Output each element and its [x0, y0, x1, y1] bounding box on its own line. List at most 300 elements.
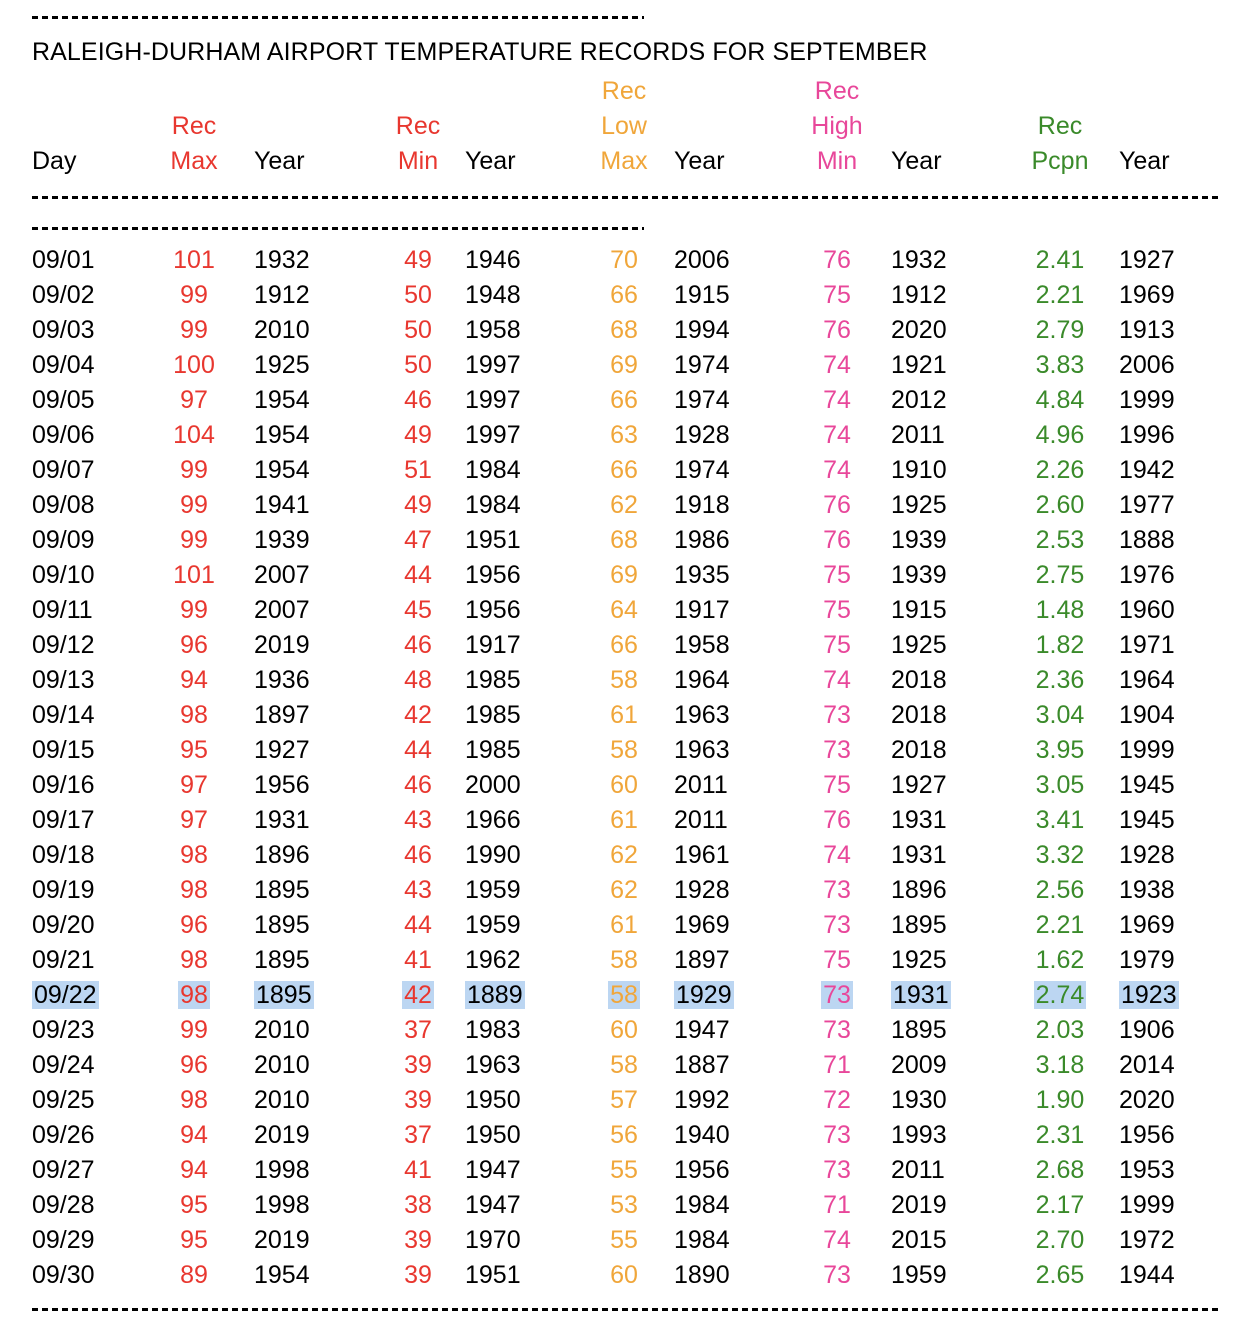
cell-value: 2010 [254, 316, 310, 344]
cell-rec-min [384, 1118, 452, 1153]
header-rec-max-year [254, 74, 324, 179]
cell-rec-max [160, 733, 228, 768]
table-row [0, 418, 1246, 453]
table-row [0, 523, 1246, 558]
cell-rec-min [384, 803, 452, 838]
cell-value: 99 [180, 281, 208, 309]
cell-rec-low-max-year [674, 278, 744, 313]
cell-value: 63 [610, 421, 638, 449]
cell-value: 70 [610, 246, 638, 274]
cell-rec-high-min [800, 278, 874, 313]
cell-value: 1925 [891, 946, 947, 974]
cell-rec-pcpn [1020, 1013, 1100, 1048]
cell-value: 1959 [465, 911, 521, 939]
cell-value: 98 [180, 1086, 208, 1114]
cell-value: 2006 [674, 246, 730, 274]
cell-rec-pcpn-year [1119, 873, 1189, 908]
cell-day [32, 1258, 122, 1293]
cell-rec-high-min-year [891, 873, 961, 908]
cell-rec-high-min-year [891, 1153, 961, 1188]
cell-rec-min-year [465, 1153, 535, 1188]
cell-rec-low-max [590, 593, 658, 628]
cell-value: 68 [610, 526, 638, 554]
cell-value: 1913 [1119, 316, 1175, 344]
cell-value: 2019 [254, 1121, 310, 1149]
cell-value: 3.83 [1035, 351, 1085, 379]
cell-rec-min-year [465, 663, 535, 698]
header-label: Rec [1037, 112, 1083, 140]
cell-rec-high-min-year [891, 243, 961, 278]
cell-rec-min [384, 558, 452, 593]
cell-value: 1997 [465, 351, 521, 379]
cell-value: 09/29 [32, 1226, 95, 1254]
cell-rec-min [384, 1188, 452, 1223]
cell-rec-low-max-year [674, 593, 744, 628]
cell-value: 09/11 [32, 596, 93, 624]
cell-value: 66 [610, 456, 638, 484]
cell-rec-min [384, 628, 452, 663]
cell-rec-high-min-year [891, 943, 961, 978]
cell-value: 1896 [254, 841, 310, 869]
cell-value: 1994 [674, 316, 730, 344]
cell-rec-high-min [800, 943, 874, 978]
cell-rec-pcpn [1020, 558, 1100, 593]
cell-rec-high-min-year [891, 523, 961, 558]
cell-value: 96 [180, 631, 208, 659]
cell-day [32, 523, 122, 558]
cell-value: 1.82 [1035, 631, 1085, 659]
cell-rec-max [160, 418, 228, 453]
header-label: Day [32, 147, 77, 175]
cell-value: 51 [404, 456, 432, 484]
cell-value: 1960 [1119, 596, 1175, 624]
cell-value: 75 [823, 281, 851, 309]
header-rec-min-year [465, 74, 535, 179]
cell-value: 76 [823, 491, 851, 519]
cell-value: 09/18 [32, 841, 95, 869]
cell-value: 61 [610, 911, 638, 939]
cell-rec-high-min-year [891, 978, 961, 1013]
cell-rec-low-max [590, 768, 658, 803]
cell-rec-low-max-year [674, 838, 744, 873]
cell-rec-low-max-year [674, 733, 744, 768]
cell-value: 1948 [465, 281, 521, 309]
cell-day [32, 1118, 122, 1153]
cell-day [32, 663, 122, 698]
cell-value: 2.31 [1035, 1121, 1085, 1149]
header-label: Min [816, 147, 858, 175]
cell-value: 95 [180, 1226, 208, 1254]
table-row [0, 383, 1246, 418]
table-row [0, 978, 1246, 1013]
cell-rec-min [384, 978, 452, 1013]
cell-rec-max-year [254, 278, 324, 313]
cell-rec-min [384, 838, 452, 873]
cell-rec-min-year [465, 243, 535, 278]
cell-rec-max-year [254, 733, 324, 768]
cell-value: 74 [823, 456, 851, 484]
cell-value: 69 [610, 561, 638, 589]
cell-value: 46 [404, 631, 432, 659]
cell-rec-pcpn [1020, 908, 1100, 943]
cell-rec-pcpn-year [1119, 278, 1189, 313]
cell-value: 1.90 [1035, 1086, 1085, 1114]
cell-rec-pcpn [1020, 523, 1100, 558]
cell-rec-min [384, 278, 452, 313]
cell-rec-max-year [254, 488, 324, 523]
cell-value: 39 [404, 1086, 432, 1114]
cell-value: 09/09 [32, 526, 95, 554]
cell-rec-pcpn-year [1119, 523, 1189, 558]
cell-rec-high-min [800, 1188, 874, 1223]
cell-value: 1971 [1119, 631, 1175, 659]
header-label: Year [674, 147, 725, 175]
cell-rec-low-max-year [674, 558, 744, 593]
cell-rec-pcpn-year [1119, 488, 1189, 523]
cell-value: 1950 [465, 1121, 521, 1149]
cell-rec-pcpn [1020, 978, 1100, 1013]
cell-rec-low-max [590, 873, 658, 908]
cell-day [32, 383, 122, 418]
cell-value: 1951 [465, 1261, 521, 1289]
dashed-rule-header [32, 196, 1222, 199]
cell-value: 75 [823, 596, 851, 624]
cell-value: 09/02 [32, 281, 95, 309]
cell-value: 09/17 [32, 806, 95, 834]
cell-rec-low-max [590, 733, 658, 768]
cell-rec-pcpn-year [1119, 383, 1189, 418]
cell-rec-pcpn-year [1119, 1048, 1189, 1083]
cell-rec-min-year [465, 558, 535, 593]
cell-value: 2.70 [1035, 1226, 1085, 1254]
cell-value: 2.17 [1035, 1191, 1085, 1219]
cell-value: 2011 [674, 771, 728, 799]
cell-rec-high-min [800, 383, 874, 418]
cell-value: 2014 [1119, 1051, 1175, 1079]
cell-value: 1887 [674, 1051, 730, 1079]
cell-value: 2011 [891, 1156, 945, 1184]
cell-value: 74 [823, 351, 851, 379]
cell-value: 46 [404, 771, 432, 799]
cell-rec-pcpn [1020, 1258, 1100, 1293]
cell-rec-max [160, 1223, 228, 1258]
cell-day [32, 453, 122, 488]
cell-value: 74 [823, 386, 851, 414]
cell-rec-high-min-year [891, 628, 961, 663]
cell-rec-low-max-year [674, 243, 744, 278]
cell-rec-min-year [465, 1188, 535, 1223]
table-row [0, 943, 1246, 978]
cell-value: 1931 [893, 981, 949, 1009]
cell-value: 1996 [1119, 421, 1175, 449]
cell-rec-pcpn-year [1119, 1083, 1189, 1118]
cell-value: 37 [404, 1016, 432, 1044]
table-row [0, 1153, 1246, 1188]
cell-value: 57 [610, 1086, 638, 1114]
cell-rec-max [160, 1013, 228, 1048]
cell-value: 1928 [674, 876, 730, 904]
cell-rec-pcpn-year [1119, 243, 1189, 278]
cell-rec-max [160, 1118, 228, 1153]
cell-value: 1964 [674, 666, 730, 694]
cell-rec-max-year [254, 453, 324, 488]
cell-rec-max [160, 1188, 228, 1223]
cell-value: 1958 [465, 316, 521, 344]
cell-rec-max-year [254, 873, 324, 908]
cell-value: 1986 [674, 526, 730, 554]
cell-rec-max-year [254, 803, 324, 838]
cell-value: 74 [823, 421, 851, 449]
cell-rec-min-year [465, 1258, 535, 1293]
cell-value: 1956 [254, 771, 310, 799]
cell-rec-max [160, 348, 228, 383]
cell-rec-max-year [254, 558, 324, 593]
cell-value: 41 [404, 946, 432, 974]
cell-value: 1972 [1119, 1226, 1175, 1254]
cell-value: 73 [823, 1261, 851, 1289]
cell-value: 1947 [465, 1156, 521, 1184]
cell-value: 41 [404, 1156, 432, 1184]
cell-rec-low-max-year [674, 1153, 744, 1188]
cell-rec-min [384, 453, 452, 488]
cell-rec-max [160, 278, 228, 313]
cell-value: 94 [180, 666, 208, 694]
cell-value: 1984 [465, 456, 521, 484]
cell-day [32, 1188, 122, 1223]
cell-value: 09/30 [32, 1261, 95, 1289]
cell-rec-low-max [590, 943, 658, 978]
cell-value: 62 [610, 841, 638, 869]
cell-value: 58 [610, 1051, 638, 1079]
cell-rec-pcpn [1020, 838, 1100, 873]
cell-value: 62 [610, 491, 638, 519]
cell-value: 1985 [465, 666, 521, 694]
cell-rec-low-max [590, 1223, 658, 1258]
cell-rec-high-min-year [891, 663, 961, 698]
cell-rec-high-min-year [891, 418, 961, 453]
cell-value: 1946 [465, 246, 521, 274]
cell-rec-high-min [800, 698, 874, 733]
cell-rec-pcpn-year [1119, 1153, 1189, 1188]
cell-rec-max-year [254, 243, 324, 278]
cell-day [32, 908, 122, 943]
cell-value: 98 [180, 981, 208, 1009]
cell-rec-pcpn-year [1119, 1118, 1189, 1153]
cell-rec-high-min [800, 1083, 874, 1118]
cell-value: 61 [610, 701, 638, 729]
cell-value: 1928 [1119, 841, 1175, 869]
cell-rec-min-year [465, 838, 535, 873]
cell-rec-low-max-year [674, 383, 744, 418]
header-label: Rec [171, 112, 217, 140]
cell-day [32, 313, 122, 348]
cell-value: 09/19 [32, 876, 95, 904]
cell-value: 1929 [676, 981, 732, 1009]
cell-rec-min [384, 873, 452, 908]
cell-rec-min-year [465, 943, 535, 978]
cell-rec-low-max-year [674, 348, 744, 383]
cell-rec-high-min-year [891, 453, 961, 488]
cell-rec-high-min-year [891, 1188, 961, 1223]
cell-value: 49 [404, 491, 432, 519]
cell-value: 96 [180, 1051, 208, 1079]
cell-value: 1928 [674, 421, 730, 449]
cell-value: 09/14 [32, 701, 95, 729]
cell-value: 09/20 [32, 911, 95, 939]
cell-rec-pcpn-year [1119, 593, 1189, 628]
cell-value: 76 [823, 246, 851, 274]
cell-rec-pcpn [1020, 663, 1100, 698]
cell-value: 1932 [254, 246, 310, 274]
cell-rec-pcpn [1020, 768, 1100, 803]
cell-value: 1974 [674, 456, 730, 484]
cell-value: 1947 [465, 1191, 521, 1219]
cell-rec-pcpn [1020, 1048, 1100, 1083]
cell-value: 2.41 [1035, 246, 1085, 274]
cell-rec-min-year [465, 453, 535, 488]
cell-rec-min-year [465, 698, 535, 733]
cell-rec-high-min-year [891, 1258, 961, 1293]
cell-rec-max-year [254, 943, 324, 978]
table-row [0, 558, 1246, 593]
cell-value: 55 [610, 1156, 638, 1184]
cell-rec-max [160, 803, 228, 838]
header-label: Year [254, 147, 305, 175]
table-row [0, 1118, 1246, 1153]
cell-value: 1936 [254, 666, 310, 694]
cell-rec-max [160, 873, 228, 908]
cell-day [32, 278, 122, 313]
cell-rec-high-min [800, 243, 874, 278]
cell-rec-max-year [254, 383, 324, 418]
cell-value: 64 [610, 596, 638, 624]
cell-rec-min [384, 733, 452, 768]
cell-rec-max-year [254, 698, 324, 733]
cell-value: 1910 [891, 456, 947, 484]
cell-value: 1984 [465, 491, 521, 519]
cell-value: 100 [173, 351, 215, 379]
cell-rec-pcpn [1020, 488, 1100, 523]
cell-rec-pcpn-year [1119, 628, 1189, 663]
cell-value: 1942 [1119, 456, 1175, 484]
cell-rec-min-year [465, 523, 535, 558]
cell-rec-min [384, 243, 452, 278]
cell-rec-low-max [590, 1153, 658, 1188]
cell-rec-max [160, 1258, 228, 1293]
cell-rec-max-year [254, 628, 324, 663]
table-row [0, 313, 1246, 348]
cell-value: 1938 [1119, 876, 1175, 904]
cell-value: 2010 [254, 1051, 310, 1079]
cell-value: 1956 [674, 1156, 730, 1184]
cell-day [32, 768, 122, 803]
cell-rec-high-min [800, 628, 874, 663]
cell-value: 1954 [254, 456, 310, 484]
cell-value: 1890 [674, 1261, 730, 1289]
cell-day [32, 733, 122, 768]
cell-value: 1939 [254, 526, 310, 554]
cell-rec-high-min [800, 523, 874, 558]
cell-value: 1927 [1119, 246, 1175, 274]
cell-value: 60 [610, 771, 638, 799]
cell-rec-pcpn-year [1119, 1013, 1189, 1048]
cell-rec-high-min-year [891, 1118, 961, 1153]
cell-rec-high-min-year [891, 278, 961, 313]
cell-value: 44 [404, 736, 432, 764]
cell-rec-max [160, 768, 228, 803]
cell-rec-max-year [254, 1118, 324, 1153]
cell-value: 1977 [1119, 491, 1175, 519]
header-label: Min [397, 147, 439, 175]
cell-value: 2019 [891, 1191, 947, 1219]
cell-day [32, 873, 122, 908]
cell-rec-high-min [800, 453, 874, 488]
header-label: Year [465, 147, 516, 175]
cell-value: 1925 [254, 351, 310, 379]
cell-value: 1912 [254, 281, 310, 309]
cell-rec-low-max [590, 628, 658, 663]
cell-rec-min-year [465, 803, 535, 838]
cell-value: 1998 [254, 1156, 310, 1184]
cell-rec-min-year [465, 1083, 535, 1118]
cell-rec-pcpn [1020, 1153, 1100, 1188]
table-row [0, 1013, 1246, 1048]
cell-value: 73 [823, 701, 851, 729]
cell-rec-low-max-year [674, 1048, 744, 1083]
header-label: Rec [814, 77, 860, 105]
cell-value: 99 [180, 316, 208, 344]
cell-rec-low-max [590, 803, 658, 838]
cell-rec-pcpn-year [1119, 978, 1189, 1013]
dashed-rule-top [32, 16, 644, 19]
cell-rec-low-max-year [674, 663, 744, 698]
cell-rec-pcpn-year [1119, 348, 1189, 383]
cell-value: 39 [404, 1261, 432, 1289]
cell-value: 73 [823, 1121, 851, 1149]
cell-value: 2019 [254, 1226, 310, 1254]
cell-value: 58 [610, 981, 638, 1009]
cell-rec-max-year [254, 1188, 324, 1223]
cell-rec-high-min-year [891, 803, 961, 838]
cell-rec-high-min [800, 663, 874, 698]
header-rec-high-min-year [891, 74, 961, 179]
cell-value: 2.21 [1035, 911, 1085, 939]
table-row [0, 1188, 1246, 1223]
cell-value: 75 [823, 561, 851, 589]
cell-value: 1940 [674, 1121, 730, 1149]
cell-value: 2.79 [1035, 316, 1085, 344]
cell-value: 4.96 [1035, 421, 1085, 449]
cell-day [32, 698, 122, 733]
cell-rec-min [384, 768, 452, 803]
cell-rec-min-year [465, 488, 535, 523]
cell-value: 1979 [1119, 946, 1175, 974]
cell-rec-low-max [590, 1118, 658, 1153]
cell-rec-min-year [465, 908, 535, 943]
cell-value: 99 [180, 526, 208, 554]
cell-rec-high-min [800, 978, 874, 1013]
cell-value: 1925 [891, 491, 947, 519]
cell-rec-min-year [465, 628, 535, 663]
cell-value: 1923 [1121, 981, 1177, 1009]
cell-value: 1895 [254, 946, 310, 974]
cell-value: 1925 [891, 631, 947, 659]
header-label: Year [1119, 147, 1170, 175]
cell-value: 46 [404, 841, 432, 869]
cell-value: 1969 [1119, 911, 1175, 939]
cell-value: 58 [610, 736, 638, 764]
cell-value: 53 [610, 1191, 638, 1219]
